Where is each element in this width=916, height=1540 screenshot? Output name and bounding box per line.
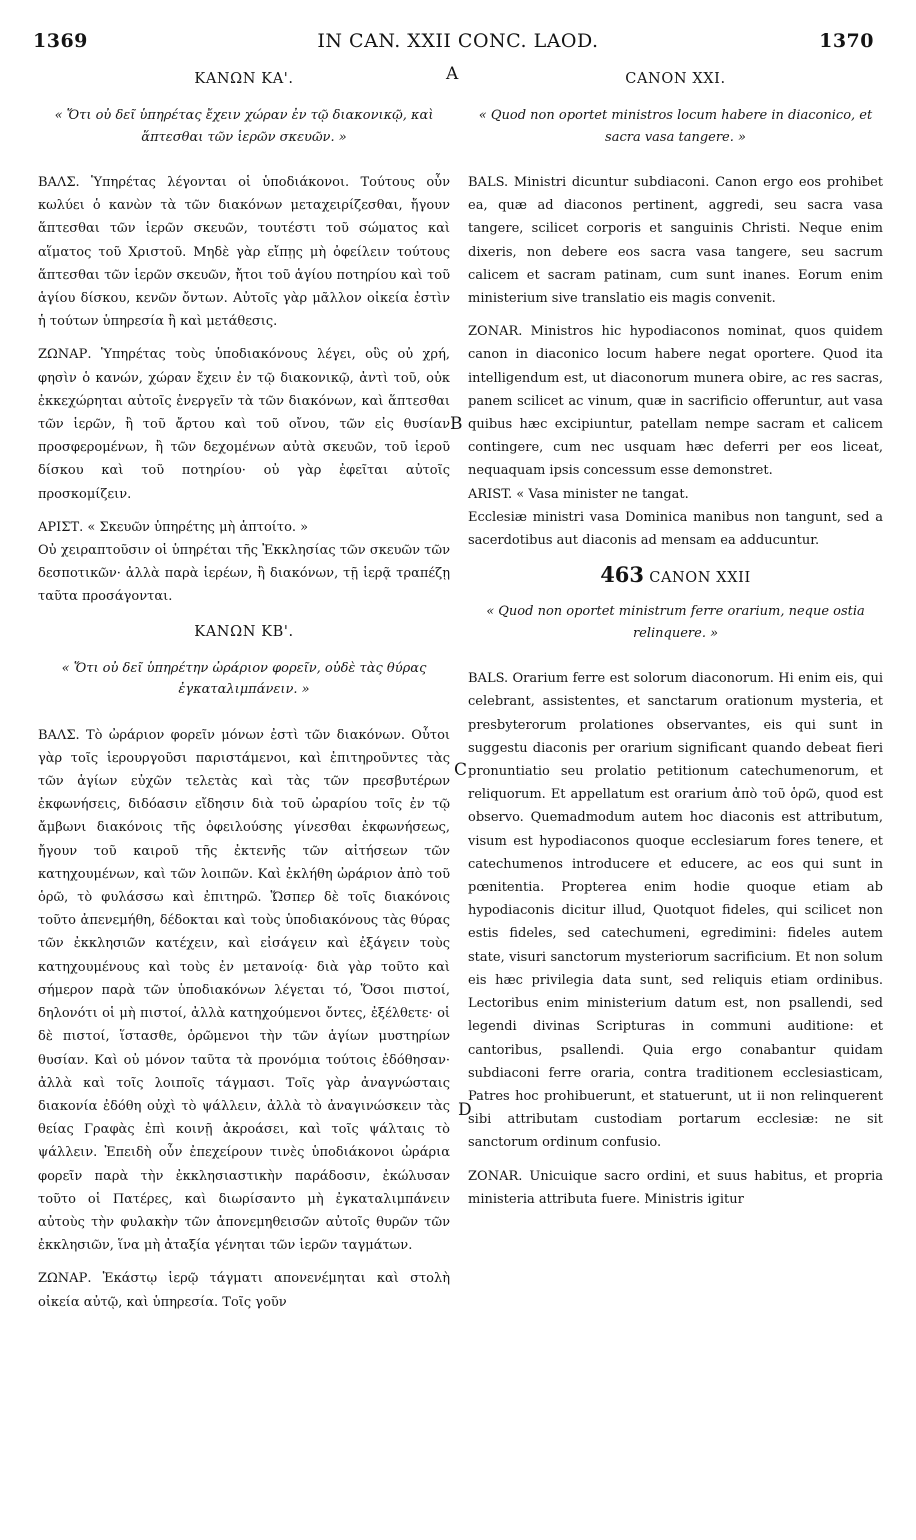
latin-canon22-zonaras: ZONAR. Unicuique sacro ordini, et suus habitus, et propria ministeria attributa fuere. Ministris igitur [468,1168,883,1207]
latin-canon21-aristenus-text: Ecclesiæ ministri vasa Dominica manibus non tangunt, sed a sacerdotibus aut diaconis ad mensam ea adducuntur. [468,509,883,549]
greek-column [38,66,450,1314]
margin-letter-d: D [458,1100,472,1120]
page-number-left: 1369 [33,30,88,52]
latin-canon22-heading-row [468,562,883,588]
latin-canon21-zonaras: ZONAR. Ministros hic hypodiaconos nominat, quos quidem canon in diaconico locum habere negat oportere. Quod ita intelligendum est, ut diaconorum munera obire, ac res sacras, panem scilicet ac vinum, quæ in sacrificio offeruntur, aut vasa quibus hæc excipiuntur, patellam nempe sacram et calicem contingere, cum nec usquam hæc deferri per eos liceat, nequaquam ipsis concessum esse demonstret. [468,324,883,479]
page-header [0,30,916,60]
greek-canon22-title: « Ὅτι οὐ δεῖ ὑπηρέτην ὠράριον φορεῖν, οὐδὲ τὰς θύρας ἐγκαταλιμπάνειν. » [61,660,427,698]
latin-column [468,66,883,1211]
margin-letter-b: B [450,414,463,434]
greek-canon21-heading: ΚΑΝΩΝ ΚΑ'. [194,71,294,87]
latin-canon21-aristenus: ARIST. « Vasa minister ne tangat. [468,486,689,502]
greek-canon21-title: « Ὅτι οὐ δεῖ ὑπηρέτας ἔχειν χώραν ἐν τῷ διακονικῷ, καὶ ἅπτεσθαι τῶν ἱερῶν σκευῶν. » [54,108,434,145]
margin-letter-c: C [454,760,468,780]
greek-canon21-aristenus: ΑΡΙΣΤ. « Σκευῶν ὑπηρέτης μὴ ἁπτοίτο. » [38,519,309,535]
latin-canon21-title: « Quod non oportet ministros locum habere in diaconico, et sacra vasa tangere. » [478,108,873,145]
latin-canon21-heading: CANON XXI. [625,71,726,87]
greek-canon21-zonaras: ΖΩΝΑΡ. Ὑπηρέτας τοὺς ὑποδιακόνους λέγει, οὓς οὐ χρή, φησὶν ὁ κανών, χώραν ἔχειν ἐν τῷ διακονικῷ, ἀντὶ τοῦ, οὐκ ἐκκεχώρηται αὐτοῖς ἐνεργεῖν τὰ τῶν διακόνων, καὶ ἅπτεσθαι τῶν ἱερῶν, ἢ τοῦ ἄρτου καὶ τοῦ οἴνου, τῶν εἰς θυσίαν προσφερομένων, ἢ τῶν δεχομένων αὐτὰ σκευῶν, τοῦ ἱεροῦ δίσκου καὶ τοῦ ποτηρίου· οὐ γὰρ ἐφεῖται αὐτοῖς προσκομίζειν. [38,347,450,502]
latin-canon21-balsamon: BALS. Ministri dicuntur subdiaconi. Canon ergo eos prohibet ea, quæ ad diaconos pertinent, aggredi, seu sacra vasa tangere, scilicet corporis et sanguinis Christi. Neque enim dixeris, non debere eos sacra vasa tangere, seu sacrum calicem et sacram patinam, cum sunt inanes. Eorum enim ministerium sive translatio eis magis convenit. [468,175,883,307]
greek-canon22-balsamon: ΒΑΛΣ. Τὸ ὠράριον φορεῖν μόνων ἐστὶ τῶν διακόνων. Οὗτοι γὰρ τοῖς ἱερουργοῦσι παριστάμενοι, καὶ ἐπιτηροῦντες τὰς τῶν ἁγίων εὐχῶν τελετὰς καὶ τὰς τῶν πρεσβυτέρων ἐκφωνήσεις, διδόασιν εἴδησιν διὰ τοῦ ὠραρίου τοῖς ἐν τῷ ἄμβωνι διακόνοις τῆς ὀφειλούσης γίνεσθαι ἐκφωνήσεως, ἤγουν τοῦ καιροῦ τῆς ἐκτενῆς τῶν αἰτήσεων τῶν κατηχουμένων, καὶ τῶν λοιπῶν. Καὶ ἐκλήθη ὠράριον ἀπὸ τοῦ ὁρῶ, τὸ φυλάσσω καὶ ἐπιτηρῶ. Ὥσπερ δὲ τοῖς διακόνοις τοῦτο ἀπενεμήθη, δέδοκται καὶ τοὺς ὑποδιακόνους τὰς θύρας τῶν ἐκκλησιῶν κατέχειν, καὶ εἰσάγειν καὶ ἐξάγειν τοὺς κατηχουμένους καὶ τοὺς ἐν μετανοίᾳ· διὰ γὰρ τοῦτο καὶ σήμερον παρὰ τῶν ὑποδιακόνων λέγεται τό, Ὅσοι πιστοί, δηλονότι οἱ μὴ πιστοί, ἀλλὰ κατηχούμενοι ὄντες, ἐξέλθετε· οἱ δὲ πιστοί, ἵστασθε, ὁρῶμενοι τὴν τῶν ἁγίων μυστηρίων θυσίαν. Καὶ οὐ μόνον ταῦτα τὰ προνόμια τούτοις ἐδόθησαν· ἀλλὰ καὶ τοῖς λοιποῖς τάγμασι. Τοῖς γὰρ ἀναγνώσταις διακονία ἐδόθη οὐχὶ τὸ ψάλλειν, ἀλλὰ τὸ ἀναγινώσκειν τὰς θείας Γραφὰς ἐπὶ κοινῇ ἀκροάσει, καὶ τοῖς ψάλταις τὸ ψάλλειν. Ἐπειδὴ οὖν ἐπεχείρουν τινὲς ὑποδιάκονοι ὠράρια φορεῖν παρὰ τὴν ἐκκλησιαστικὴν παράδοσιν, ἐκώλυσαν τοῦτο οἱ Πατέρες, καὶ διωρίσαντο μὴ ἐγκαταλιμπάνειν αὐτοὺς τὴν φυλακὴν τῶν ἀπονεμηθεισῶν αὐτοῖς θυρῶν τῶν ἐκκλησιῶν, ἵνα μὴ ἀταξία γένηται τῶν ἱερῶν ταγμάτων. [38,727,450,1254]
greek-canon21-aristenus-text: Οὐ χειραπτοῦσιν οἱ ὑπηρέται τῆς Ἐκκλησίας τῶν σκευῶν τῶν δεσποτικῶν· ἀλλὰ παρὰ ἱερέων, ἢ διακόνων, τῇ ἱερᾷ τραπέζῃ ταῦτα προσάγονται. [38,543,450,605]
section-number: 463 [600,562,645,588]
page-number-right: 1370 [819,30,874,52]
latin-canon22-balsamon: BALS. Orarium ferre est solorum diaconorum. Hi enim eis, qui celebrant, assistentes, et sanctarum orationum mysteria, et presbyterorum prolationes observantes, eis qui sunt in suggestu diaconis per orarium significant quando debeat fieri pronuntiatio seu prolatio petitionum catechumenorum, et reliquorum. Et appellatum est orarium ἀπὸ τοῦ ὁρῶ, quod est observo. Quemadmodum autem hoc diaconis est attributum, visum est hypodiaconos quoque ecclesiarum fores tenere, et catechumenos introducere et educere, ac eos qui sunt in pœnitentia. Propterea enim hodie quoque etiam ab hypodiaconis dicitur illud, Quotquot fideles, qui scilicet non estis fideles, sed catechumeni, egredimini: fideles autem state, visuri sanctorum mysteriorum sacrificium. Et non solum eis hæc privilegia data sunt, sed reliquis etiam ordinibus. Lectoribus enim ministerium datum est, non psallendi, sed legendi divinas Scripturas in communi auditione: et cantoribus, psallendi. Quia ergo conabantur quidam subdiaconi ferre oraria, contra traditionem ecclesiasticam, Patres hoc prohibuerunt, et statuerunt, ut ii non relinquerent sibi attributam custodiam portarum ecclesiæ: ne sit sanctorum ordinum confusio. [468,671,883,1151]
margin-letter-a: A [446,64,459,84]
greek-canon22-heading: ΚΑΝΩΝ ΚΒ'. [194,623,294,640]
latin-canon22-heading: CANON XXII [649,570,751,587]
running-title: IN CAN. XXII CONC. LAOD. [317,30,599,52]
greek-canon21-balsamon: ΒΑΛΣ. Ὑπηρέτας λέγονται οἱ ὑποδιάκονοι. Τούτους οὖν κωλύει ὁ κανὼν τὰ τῶν διακόνων μεταχειρίζεσθαι, ἤγουν ἅπτεσθαι τῶν ἱερῶν σκευῶν, τουτέστι τοῦ σώματος καὶ αἵματος τοῦ Χριστοῦ. Μηδὲ γὰρ εἴπῃς μὴ ὀφείλειν τούτους ἅπτεσθαι τῶν ἱερῶν σκευῶν, ἤτοι τοῦ ἁγίου ποτηρίου καὶ τοῦ ἁγίου δίσκου, κενῶν ὄντων. Αὐτοῖς γὰρ μᾶλλον οἰκεία ἐστὶν ἡ τούτων ὑπηρεσία ἢ καὶ μετάθεσις. [38,175,450,330]
latin-canon22-title: « Quod non oportet ministrum ferre orarium, neque ostia relinquere. » [486,604,865,641]
greek-canon22-zonaras: ΖΩΝΑΡ. Ἑκάστῳ ἱερῷ τάγματι απονενέμηται καὶ στολὴ οἰκεία αὐτῷ, καὶ ὑπηρεσία. Τοῖς γοῦν [38,1271,450,1310]
